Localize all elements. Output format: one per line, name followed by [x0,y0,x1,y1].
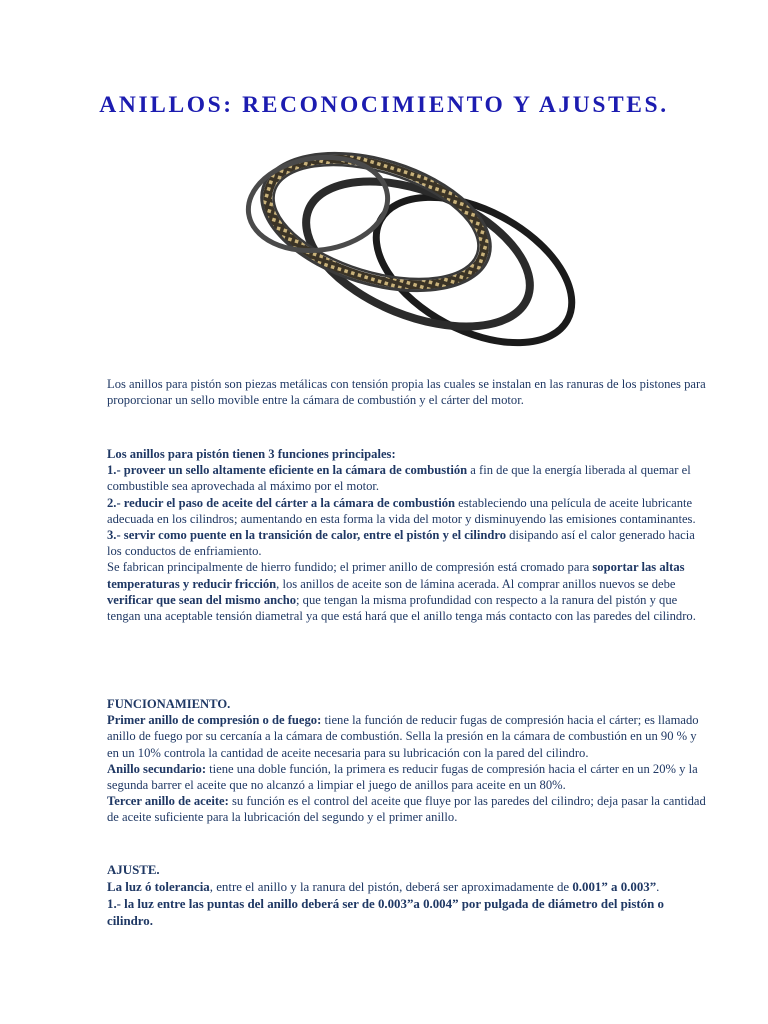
ring-description [107,712,711,761]
material-text: , los anillos de aceite son de lámina acerada. Al comprar anillos nuevos se debe [276,576,676,591]
material-text: ; que tengan la misma profundidad con respecto a la ranura del pistón y que tengan una aceptable tensión diametral ya que está hará que el anillo tenga más contacto con las paredes del cilindro. [107,592,696,624]
tolerance-value: 0.001” a 0.003” [572,880,657,894]
function-item-text: disipando así el calor generado hacia los conductos de enfriamiento. [107,528,695,559]
tolerance-end: . [656,880,660,894]
material-paragraph [107,559,711,624]
ring-description-text: tiene la función de reducir fugas de compresión hacia el cárter; es llamado anillo de fuego por su cercanía a la cámara de combustión. Sella la presión en la cámara de combustión en un 90 % y en un 10% controla la cantidad de aceite necesaria para su lubricación con la pared del cilindro. [107,713,699,760]
tolerance-label: La luz ó tolerancia [107,880,210,894]
ring-description-title: Anillo secundario: [107,761,207,776]
intro-text: Los anillos para pistón son piezas metálicas con tensión propia las cuales se instalan en las ranuras de los pistones para proporcionar un sello movible entre la cámara de combustión y el cárter del motor. [107,377,706,408]
tolerance-paragraph [107,879,711,896]
funcionamiento-heading: FUNCIONAMIENTO. [107,697,231,711]
ring-description [107,793,711,825]
tolerance-text: , entre el anillo y la ranura del pistón, deberá ser aproximadamente de [209,880,573,894]
material-emphasis: verificar que sean del mismo ancho [107,592,297,607]
ring-description-title: Tercer anillo de aceite: [107,794,229,809]
functions-section [107,446,711,624]
function-item [107,462,711,494]
ring-description-text: su función es el control del aceite que fluye por las paredes del cilindro; deja pasar la cantidad de aceite suficiente para la lubricación del segundo y el primer anillo. [107,794,706,825]
function-item-text: a fin de que la energía liberada al quemar el combustible sea aprovechada al máximo por el motor. [107,463,691,494]
material-emphasis: soportar las altas temperaturas y reducir fricción [107,560,685,591]
piston-rings-image [226,142,586,364]
intro-paragraph [107,376,711,408]
piston-rings-drawing [226,142,586,364]
functions-heading: Los anillos para pistón tienen 3 funciones principales: [107,447,396,461]
ajuste-section [107,862,711,930]
function-item-text: estableciendo una película de aceite lubricante adecuada en los cilindros; aumentando en esta forma la vida del motor y disminuyendo las emisiones contaminantes. [107,495,696,526]
material-text: Se fabrican principalmente de hierro fundido; el primer anillo de compresión está cromado para [107,560,593,575]
page-title: ANILLOS: RECONOCIMIENTO Y AJUSTES. [99,92,669,118]
function-item-title: 3.- servir como puente en la transición de calor, entre el pistón y el cilindro [107,528,507,543]
ring-description-text: tiene una doble función, la primera es reducir fugas de compresión hacia el cárter en un 20% y la segunda barrer el aceite que no alcanzó a limpiar el juego de anillos para aceite en un 80%. [107,761,698,793]
function-item [107,495,711,527]
ring-description [107,761,711,793]
function-item-title: 1.- proveer un sello altamente eficiente en la cámara de combustión [107,463,468,478]
function-item-title: 2.- reducir el paso de aceite del cárter a la cámara de combustión [107,495,456,510]
function-item [107,527,711,559]
funcionamiento-section [107,696,711,826]
ring-description-title: Primer anillo de compresión o de fuego: [107,713,322,728]
ajuste-heading: AJUSTE. [107,863,160,877]
ring-gap-rule: 1.- la luz entre las puntas del anillo deberá ser de 0.003”a 0.004” por pulgada de diámetro del pistón o cilindro. [107,897,664,928]
